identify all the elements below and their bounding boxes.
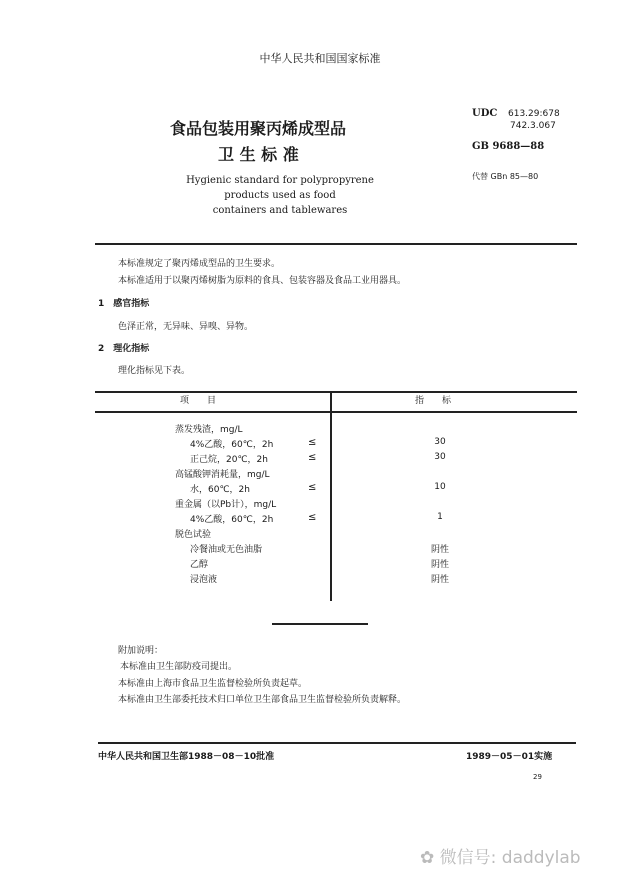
row-value: 阴性 [430,560,449,570]
title-line1: 食品包装用聚丙烯成型品 [170,119,347,138]
row-item: 正己烷，20℃，2h [190,455,268,465]
intro-line: 本标准规定了聚丙烯成型品的卫生要求。 [118,259,281,269]
row-item: 高锰酸钾消耗量，mg/L [175,470,270,480]
table-row [0,467,640,482]
note-line: 本标准由卫生部委托技术归口单位卫生部食品卫生监督检验所负责解释。 [118,695,407,705]
table-row [0,557,640,572]
udc-label: UDC [472,108,498,119]
row-value: 30 [434,452,446,462]
section-heading: 1 感官指标 [98,299,150,309]
table-row [0,482,640,497]
udc-line1: 613.29:678 [508,109,560,119]
effective-date: 1989－05－01实施 [466,752,553,762]
english-line: products used as food [224,190,336,201]
issuing-org: 中华人民共和国国家标准 [259,52,381,65]
section-heading: 2 理化指标 [98,344,150,354]
row-operator: ≤ [308,452,317,463]
row-item: 4%乙酸，60℃，2h [190,515,274,525]
header-rule [95,411,577,413]
row-item: 脱色试验 [175,530,212,540]
row-item: 蒸发残渣，mg/L [175,425,243,435]
approval-date: 中华人民共和国卫生部1988－08－10批准 [98,752,275,762]
table-row [0,542,640,557]
row-operator: ≤ [308,437,317,448]
row-operator: ≤ [308,512,317,523]
table-top-rule [95,391,577,393]
table-row [0,452,640,467]
table-row [0,422,640,437]
table-row [0,437,640,452]
table-row [0,512,640,527]
row-value: 1 [437,512,443,522]
udc-line2: 742.3.067 [510,121,556,131]
section-text: 色泽正常，无异味、异嗅、异物。 [118,322,254,332]
row-value: 阴性 [430,545,449,555]
footer-rule [98,742,576,744]
divider [95,243,577,245]
row-item: 冷餐油或无色油脂 [190,545,263,555]
note-line: 本标准由卫生部防疫司提出。 [120,662,238,672]
row-operator: ≤ [308,482,317,493]
row-value: 阴性 [430,575,449,585]
row-value: 10 [434,482,446,492]
intro-line: 本标准适用于以聚丙烯树脂为原料的食具、包装容器及食品工业用器具。 [118,276,407,286]
title-line2: 卫 生 标 准 [218,145,299,164]
table-row [0,572,640,587]
row-item: 4%乙酸，60℃，2h [190,440,274,450]
english-line: Hygienic standard for polypropyrene [186,175,374,186]
wechat-icon: ✿ [420,848,440,868]
gb-number: GB 9688—88 [472,141,545,152]
notes-title: 附加说明： [118,646,164,656]
page-number: 29 [533,773,542,781]
end-rule [272,623,368,625]
row-item: 浸泡液 [190,575,218,585]
table-row [0,497,640,512]
section-text: 理化指标见下表。 [118,366,191,376]
row-value: 30 [434,437,446,447]
watermark: ✿ 微信号: daddylab [420,848,581,868]
row-item: 水，60℃，2h [190,485,250,495]
column-header-value: 指 标 [415,396,452,406]
row-item: 乙醇 [190,560,209,570]
note-line: 本标准由上海市食品卫生监督检验所负责起草。 [118,679,308,689]
english-title [180,173,380,218]
row-item: 重金属（以Pb计），mg/L [175,500,277,510]
column-header-item: 项 目 [180,396,217,406]
replaces: 代替 GBn 85—80 [472,172,539,181]
table-row [0,527,640,542]
english-line: containers and tablewares [212,205,348,216]
